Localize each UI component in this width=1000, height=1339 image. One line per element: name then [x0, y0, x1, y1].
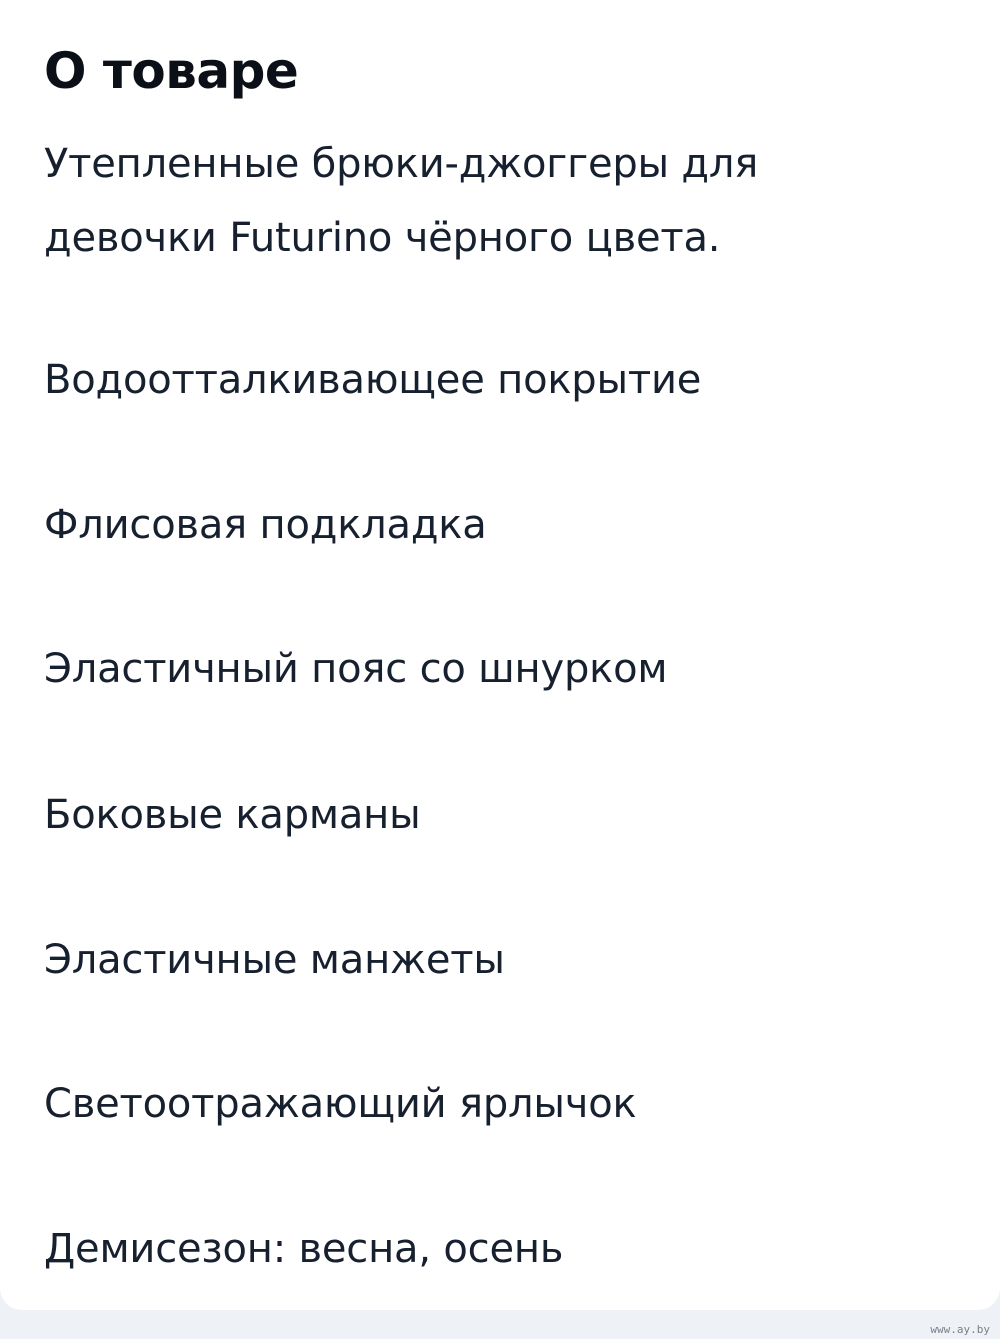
feature-season: Демисезон: весна, осень: [44, 1226, 564, 1272]
feature-side-pockets: Боковые карманы: [44, 792, 421, 838]
feature-fleece-lining: Флисовая подкладка: [44, 502, 487, 548]
section-title: О товаре: [44, 42, 299, 100]
feature-reflective-tag: Светоотражающий ярлычок: [44, 1081, 637, 1127]
description-line-1: Утепленные брюки-джоггеры для: [44, 141, 759, 187]
feature-elastic-waist: Эластичный пояс со шнурком: [44, 646, 668, 692]
watermark: www.ay.by: [930, 1323, 990, 1336]
feature-water-repellent: Водоотталкивающее покрытие: [44, 357, 702, 403]
feature-elastic-cuffs: Эластичные манжеты: [44, 937, 505, 983]
description-line-2: девочки Futurino чёрного цвета.: [44, 215, 721, 261]
